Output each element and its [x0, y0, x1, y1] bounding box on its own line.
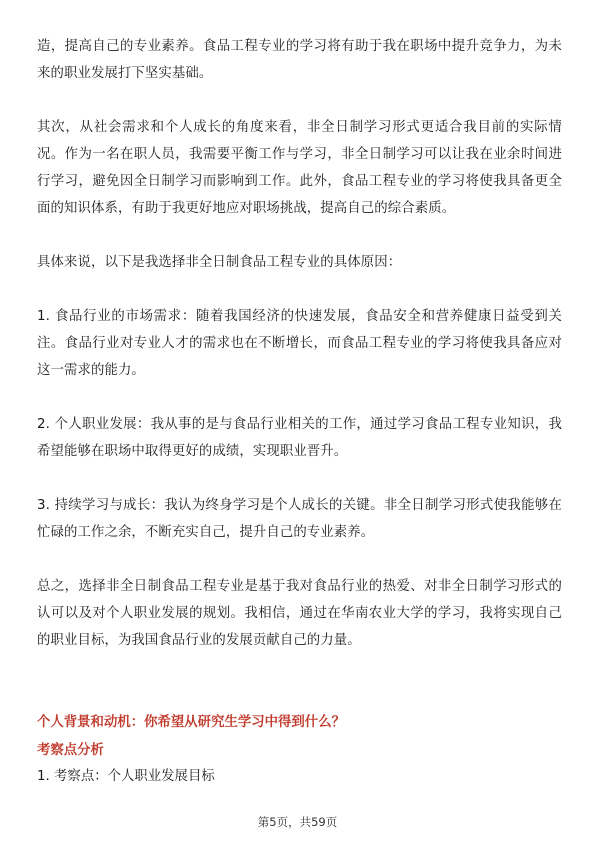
reason-item-3: 3. 持续学习与成长：我认为终身学习是个人成长的关键。非全日制学习形式使我能够在忙碌的工作之余，不断充实自己，提升自己的专业素养。	[37, 498, 562, 540]
analysis-heading: 考察点分析	[37, 743, 104, 758]
reason-item-2: 2. 个人职业发展：我从事的是与食品行业相关的工作，通过学习食品工程专业知识，我希望能够在职场中取得更好的成绩，实现职业晋升。	[37, 417, 562, 459]
section-question-title: 个人背景和动机：你希望从研究生学习中得到什么？	[37, 715, 345, 730]
analysis-point-1: 1. 考察点：个人职业发展目标	[37, 769, 215, 784]
reason-item-1: 1. 食品行业的市场需求：随着我国经济的快速发展，食品安全和营养健康日益受到关注。食品行业对专业人才的需求也在不断增长，而食品工程专业的学习将使我具备应对这一需求的能力。	[37, 309, 562, 378]
paragraph-secondly: 其次，从社会需求和个人成长的角度来看，非全日制学习形式更适合我目前的实际情况。作为一名在职人员，我需要平衡工作与学习，非全日制学习可以让我在业余时间进行学习，避免因全日制学习而影响到工作。此外，食品工程专业的学习将使我具备更全面的知识体系，有助于我更好地应对职场挑战，提高自己的综合素质。	[37, 120, 562, 216]
body-text	[37, 33, 562, 654]
paragraph-conclusion: 总之，选择非全日制食品工程专业是基于我对食品行业的热爱、对非全日制学习形式的认可以及对个人职业发展的规划。我相信，通过在华南农业大学的学习，我将实现自己的职业目标，为我国食品行业的发展贡献自己的力量。	[37, 579, 562, 648]
page-number: 第5页，共59页	[257, 815, 338, 829]
paragraph-reasons-intro: 具体来说，以下是我选择非全日制食品工程专业的具体原因：	[37, 255, 402, 270]
paragraph-continuation: 造，提高自己的专业素养。食品工程专业的学习将有助于我在职场中提升竞争力，为未来的职业发展打下坚实基础。	[37, 39, 562, 81]
